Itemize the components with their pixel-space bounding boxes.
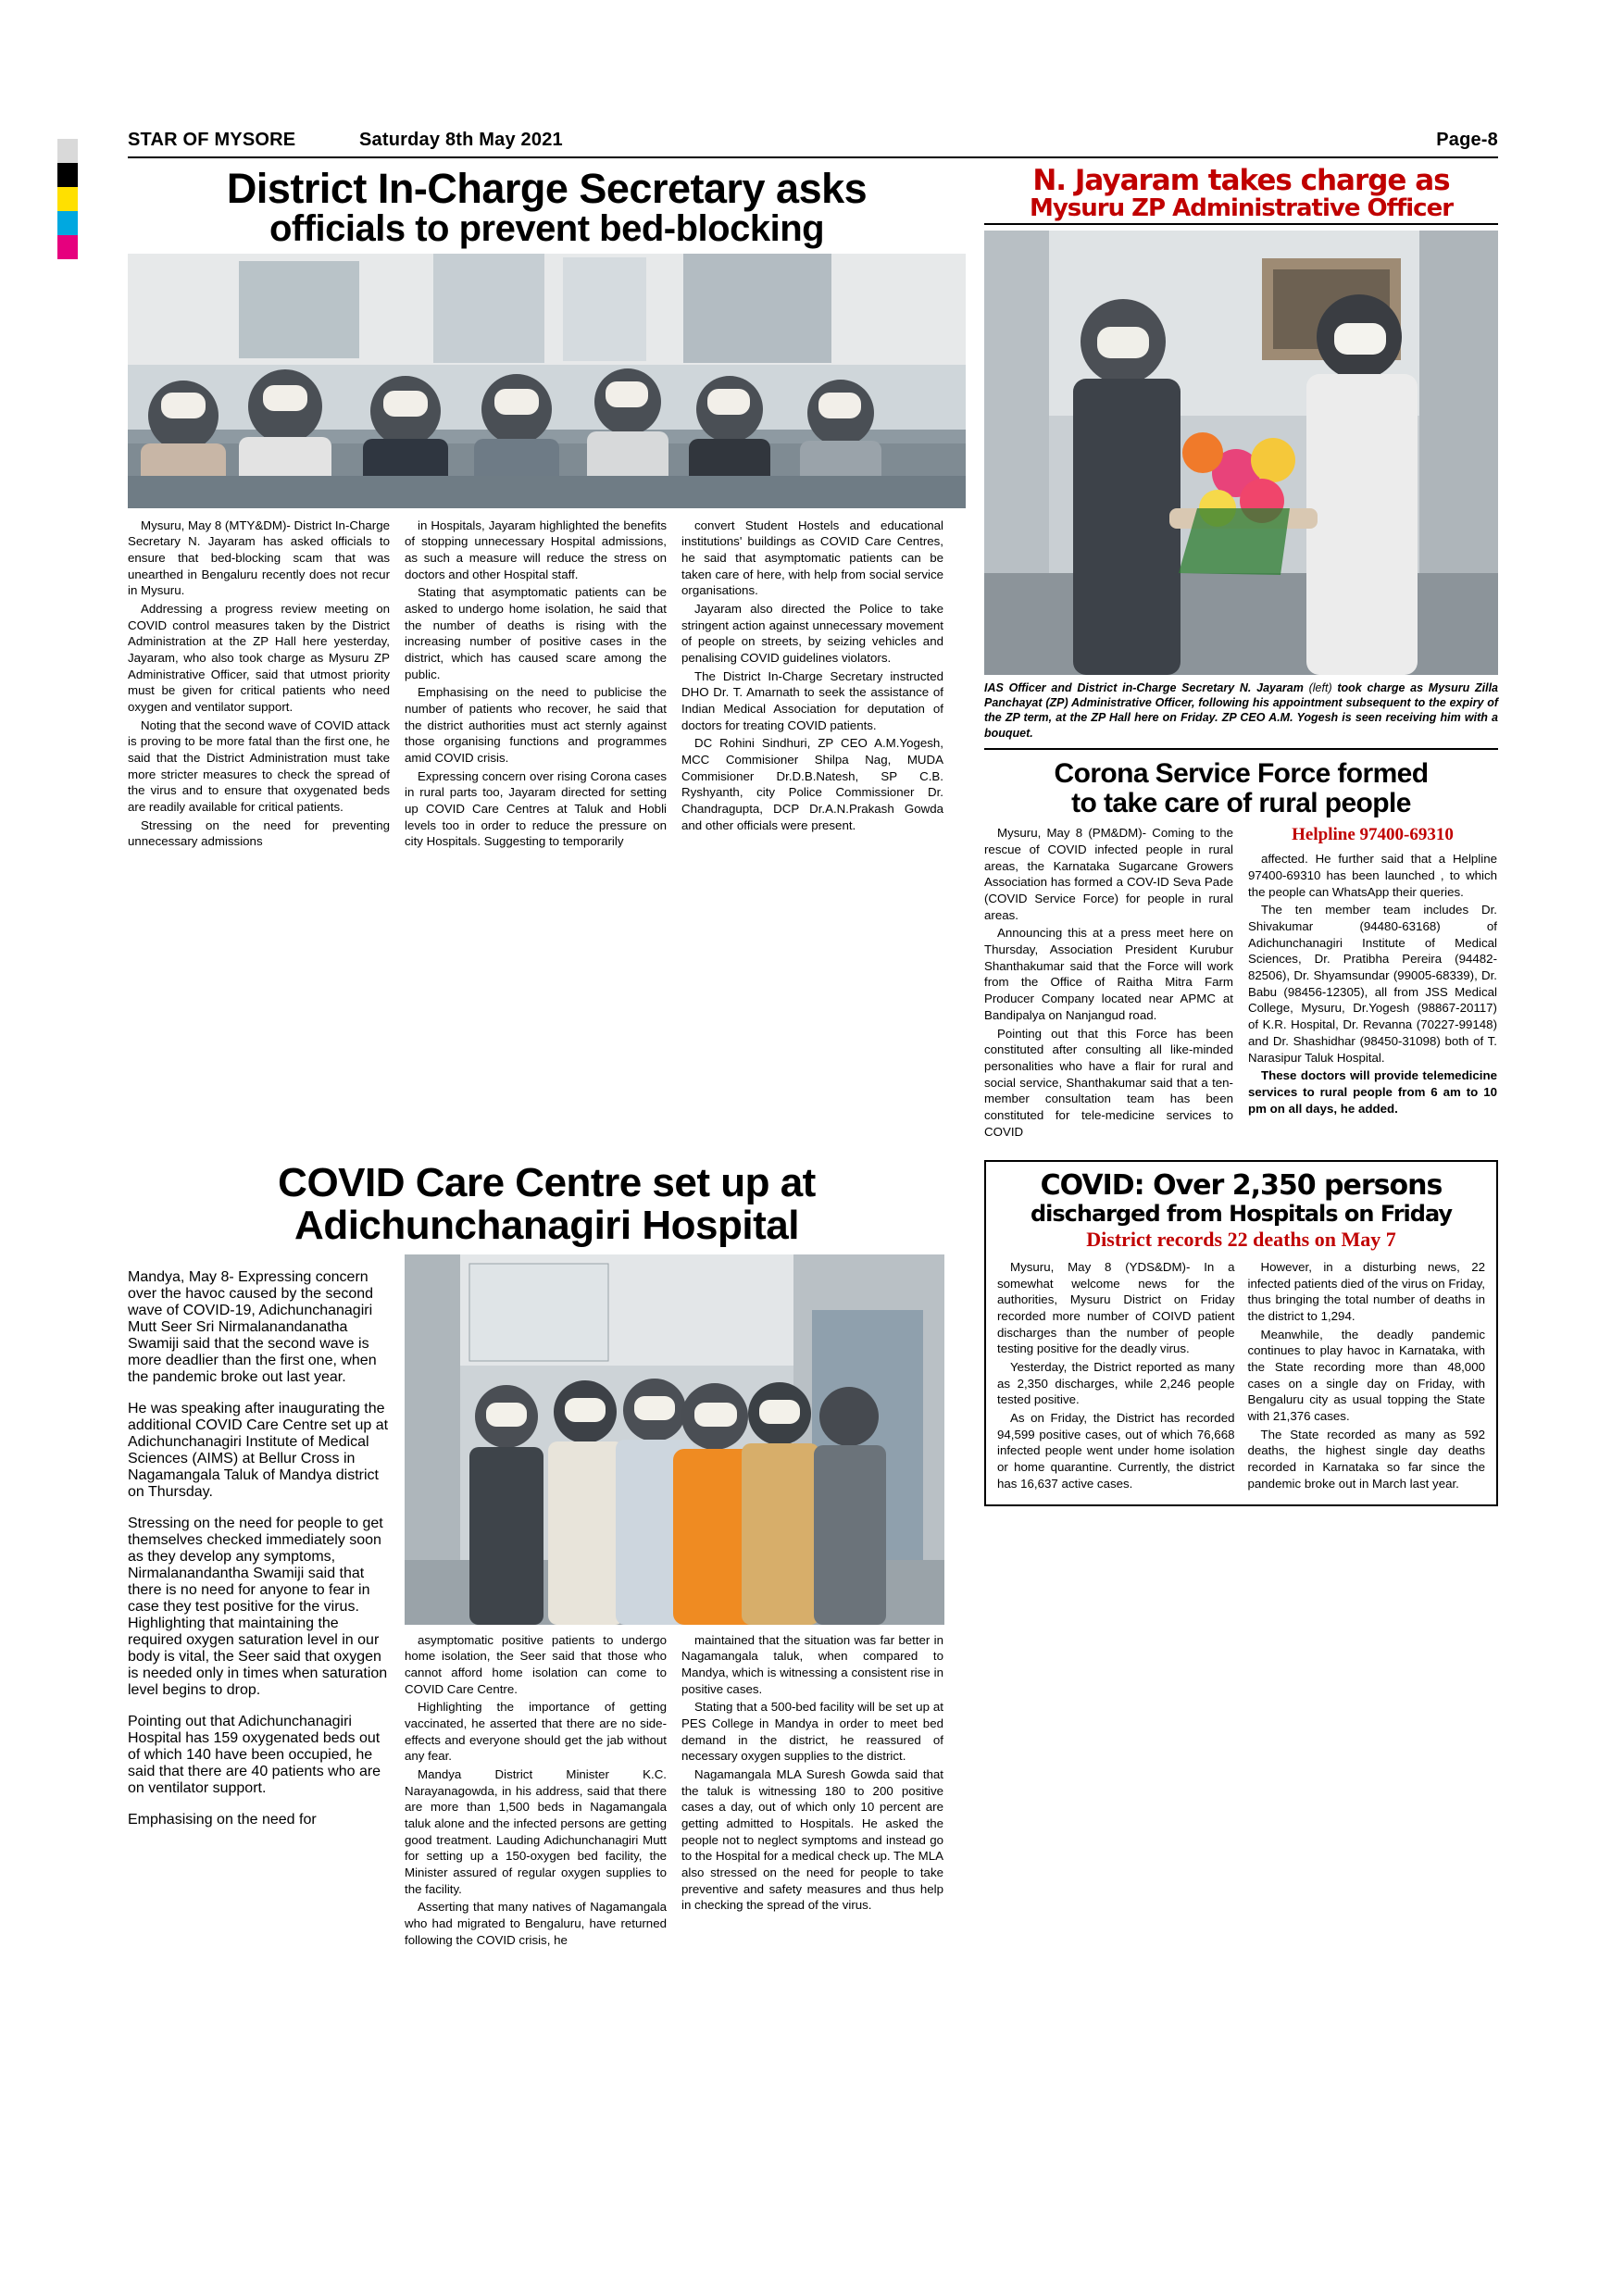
- story1-body: [128, 518, 966, 852]
- paragraph: Stating that a 500-bed facility will be set up at PES College in Mandya in order to meet bed demand in the district, he reassured of necessary oxygen supplies to the district.: [681, 1700, 943, 1764]
- meeting-room-photo-illustration: [128, 254, 966, 508]
- story1-column-3: [681, 518, 943, 852]
- page-content: [128, 130, 1498, 1950]
- story4-photo: [405, 1254, 944, 1625]
- paragraph: Stressing on the need for people to get themselves checked immediately soon as they develop any symptoms, Nirmalanandantha Swamiji said that there is no need for anyone to fear in case they test positive for the virus. Highlighting that maintaining the required oxygen saturation level in our body is vital, the Seer said that oxygen is needed only in times when saturation level begins to drop.: [128, 1515, 388, 1698]
- story1-headline: [128, 165, 966, 249]
- bouquet-handover-photo-illustration: [984, 231, 1498, 675]
- paragraph: As on Friday, the District has recorded 94,599 positive cases, out of which 76,668 infected people went under home isolation or home quarantine. Currently, the district has 16,637 active cases.: [997, 1410, 1235, 1491]
- paragraph: Pointing out that this Force has been constituted after consulting all like-minded personalities who have a flair for rural and social service, Shanthakumar said that a ten-member consultation team has been constituted for tele-medicine services to COVID: [984, 1026, 1233, 1139]
- paragraph-doctors-list: The ten member team includes Dr. Shivakumar (94480-63168) of Adichunchanagiri Institute of Medical Sciences, Dr. Pratibha Pereira (94482-82506), Dr. Shyamsundar (99005-68339), Dr. Babu (98456-12305), all from JSS Medical College, Mysuru, Dr.Yogesh (98867-20117) of K.R. Hospital, Dr. Revanna (70227-99148) and Dr. Shashidhar (98450-31098) both of T. Narasipur Taluk Hospital.: [1248, 903, 1497, 1065]
- story4-headline-line2: Adichunchanagiri Hospital: [294, 1202, 799, 1248]
- story1-column-1: [128, 518, 390, 852]
- story4-column-2: [405, 1632, 667, 1951]
- paragraph: DC Rohini Sindhuri, ZP CEO A.M.Yogesh, MCC Commisioner Shilpa Nag, MUDA Commisioner Dr.D.B.Natesh, SP C.B. Ryshyanth, city Police Commissioner Dr. Chandragupta, DCP Dr.A.N.Prakash Gowda and other officials were present.: [681, 736, 943, 832]
- story4-column-1: [128, 1254, 390, 1951]
- story3-column-1: [984, 825, 1233, 1142]
- paragraph: He was speaking after inaugurating the additional COVID Care Centre set up at Adichunchanagiri Institute of Medical Sciences (AIMS) at Bellur Cross in Nagamangala Taluk of Mandya district on Thursday.: [128, 1400, 389, 1500]
- story5-headline-line2: discharged from Hospitals on Friday: [1030, 1200, 1453, 1227]
- story5-column-1: [997, 1259, 1235, 1493]
- page-number: Page-8: [1436, 130, 1498, 150]
- story3-headline-line2: to take care of rural people: [1071, 787, 1411, 818]
- paragraph: Asserting that many natives of Nagamangala who had migrated to Bengaluru, have returned following the COVID crisis, he: [405, 1900, 667, 1947]
- bottom-section: [128, 1147, 1498, 1950]
- helpline-number: Helpline 97400-69310: [1292, 825, 1454, 845]
- top-section: [128, 158, 1498, 1142]
- story5-body: [997, 1259, 1485, 1493]
- story4-bottom-columns: [405, 1632, 944, 1951]
- masthead: [128, 130, 1498, 158]
- right-column: [984, 158, 1498, 1142]
- paragraph: Stressing on the need for preventing unnecessary admissions: [128, 817, 390, 849]
- paragraph: convert Student Hostels and educational institutions' buildings as COVID Care Centres, he said that asymptomatic patients can be taken care of here, with help from social service organisations.: [681, 518, 943, 598]
- story1-headline-line2: officials to prevent bed-blocking: [269, 207, 825, 249]
- boxed-story-zone: [984, 1147, 1498, 1950]
- story2-headline-line2: Mysuru ZP Administrative Officer: [1029, 193, 1454, 222]
- paragraph: Stating that asymptomatic patients can be asked to undergo home isolation, he said that the number of deaths is rising with the increasing number of positive cases in the district, which has caused scare among the public.: [405, 585, 667, 681]
- caption-part-1: IAS Officer and District in-Charge Secretary N. Jayaram: [984, 680, 1309, 694]
- paragraph: The District In-Charge Secretary instructed DHO Dr. T. Amarnath to seek the assistance of Indian Medical Association for deputation of doctors for treating COVID patients.: [681, 668, 943, 732]
- story5-subhead: District records 22 deaths on May 7: [1086, 1227, 1396, 1251]
- story1-column-2: [405, 518, 667, 852]
- story-covid-discharges-box: [984, 1160, 1498, 1506]
- story2-photo-caption: [984, 680, 1498, 750]
- paragraph: asymptomatic positive patients to undergo home isolation, the Seer said that those who cannot afford home isolation can come to COVID Care Centre.: [405, 1632, 667, 1696]
- paragraph: Expressing concern over rising Corona cases in rural parts too, Jayaram directed for setting up COVID Care Centres at Taluk and Hobli levels too in order to reduce the pressure on city Hospitals. Suggesting to temporarily: [405, 768, 667, 849]
- paragraph: Meanwhile, the deadly pandemic continues to play havoc in Karnataka, with the State recording more than 48,000 cases on a single day on Friday, with Bengaluru city as usual topping the State with 21,376 cases.: [1247, 1327, 1485, 1423]
- paragraph: The State recorded as many as 592 deaths, the highest single day deaths recorded in Karnataka so far since the pandemic broke out in March last year.: [1247, 1427, 1485, 1491]
- paragraph: Pointing out that Adichunchanagiri Hospital has 159 oxygenated beds out of which 140 have been occupied, he said that there are 40 patients who are on ventilator support.: [128, 1713, 381, 1796]
- story3-body: [984, 825, 1498, 1142]
- paragraph: Emphasising on the need for: [128, 1811, 317, 1828]
- hospital-inauguration-photo-illustration: [405, 1254, 944, 1625]
- story2-headline-line1: N. Jayaram takes charge as: [1032, 164, 1450, 197]
- story-bed-blocking: [128, 158, 966, 1142]
- paragraph: Mandya District Minister K.C. Narayanagowda, in his address, said that there are more than 1,500 beds in Nagamangala taluk alone and the infected persons are getting good treatment. Lauding Adichunchanagiri Mutt for setting up a 150-oxygen bed facility, the Minister assured of regular oxygen supplies to the facility.: [405, 1767, 667, 1896]
- paragraph: Yesterday, the District reported as many as 2,350 discharges, while 2,246 people tested positive.: [997, 1359, 1235, 1407]
- publication-name: STAR OF MYSORE: [128, 130, 296, 150]
- paragraph: Noting that the second wave of COVID attack is proving to be more fatal than the first one, he said that the District Administration must take more stricter measures to check the spread of the virus and to ensure that oxygenated beds are readily available for critical patients.: [128, 718, 390, 815]
- story-covid-care-centre: [128, 1147, 966, 1950]
- story4-right-block: [405, 1254, 944, 1951]
- caption-part-left: (left): [1308, 680, 1332, 694]
- story4-headline: [128, 1162, 966, 1247]
- paragraph: maintained that the situation was far better in Nagamangala taluk, when compared to Mandya, which is witnessing a consistent rise in positive cases.: [681, 1632, 943, 1696]
- story3-headline: [984, 759, 1498, 818]
- story5-headline-line1: COVID: Over 2,350 persons: [1040, 1169, 1443, 1203]
- paragraph: Emphasising on the need to publicise the number of patients who recover, he said that the district authorities must act sternly against those organising functions and programmes amid COVID crisis.: [405, 685, 667, 766]
- paragraph: Nagamangala MLA Suresh Gowda said that the taluk is witnessing 180 to 200 positive cases a day, out of which only 10 percent are getting admitted to Hospitals. He asked the people not to neglect symptoms and instead go to the Hospital for a medical check up. The MLA also stressed on the need for people to take preventive and safety measures and thus help in checking the spread of the virus.: [681, 1767, 943, 1913]
- story2-photo: [984, 231, 1498, 675]
- story1-photo: [128, 254, 966, 508]
- story1-headline-line1: District In-Charge Secretary asks: [226, 165, 868, 212]
- caption-part-2: took charge as Mysuru Zilla Panchayat (ZP) Administrative Officer, following his appointment subsequent to the expiry of the ZP term, at the ZP Hall here on Friday. ZP CEO A.M. Yogesh is seen receiving him with a bouquet.: [984, 680, 1498, 740]
- paragraph: Mandya, May 8- Expressing concern over the havoc caused by the second wave of COVID-19, Adichunchanagiri Mutt Seer Sri Nirmalanandanatha Swamiji said that the second wave is more deadlier than the first one, when the pandemic broke out last year.: [128, 1268, 377, 1385]
- registration-marks-top: [57, 139, 78, 259]
- paragraph: Mysuru, May 8 (PM&DM)- Coming to the rescue of COVID infected people in rural areas, the Karnataka Sugarcane Growers Association has formed a COV-ID Seva Pade (COVID Service Force) for people in rural areas.: [984, 826, 1233, 922]
- paragraph: affected. He further said that a Helpline 97400-69310 has been launched , to which the people can WhatsApp their queries.: [1248, 852, 1497, 899]
- story3-column-2: [1248, 825, 1497, 1142]
- paragraph: in Hospitals, Jayaram highlighted the benefits of stopping unnecessary Hospital admissions, as such a measure will reduce the stress on doctors and other Hospital staff.: [405, 518, 667, 581]
- publication-date: Saturday 8th May 2021: [359, 130, 563, 150]
- paragraph-telemedicine-note: These doctors will provide telemedicine services to rural people from 6 am to 10 pm on all days, he added.: [1248, 1068, 1497, 1116]
- paragraph: Announcing this at a press meet here on Thursday, Association President Kurubur Shanthakumar said that the Force will work from the Office of Raitha Mitra Farm Producer Company located near APMC at Bandipalya on Nanjangud road.: [984, 926, 1233, 1022]
- story4-body: [128, 1254, 966, 1951]
- story5-column-2: [1248, 1259, 1486, 1493]
- story2-headline: [984, 166, 1498, 221]
- paragraph: Addressing a progress review meeting on COVID control measures taken by the District Administration at the ZP Hall here yesterday, Jayaram, who also took charge as Mysuru ZP Administrative Officer, said that utmost priority must be given for critical patients who need oxygen and ventilator support.: [128, 602, 390, 715]
- paragraph: However, in a disturbing news, 22 infected patients died of the virus on Friday, thus bringing the total number of deaths in the district to 1,294.: [1247, 1259, 1485, 1323]
- paragraph: Mysuru, May 8 (MTY&DM)- District In-Charge Secretary N. Jayaram has asked officials to ensure that bed-blocking scam that was unearthed in Bengaluru recently does not recur in Mysuru.: [128, 518, 390, 598]
- paragraph: Jayaram also directed the Police to take stringent action against unnecessary movement of people on streets, by seizing vehicles and penalising COVID guidelines violators.: [681, 602, 943, 666]
- story4-headline-line1: COVID Care Centre set up at: [278, 1160, 816, 1206]
- story3-headline-line1: Corona Service Force formed: [1054, 757, 1429, 789]
- story4-column-3: [681, 1632, 943, 1951]
- paragraph: Mysuru, May 8 (YDS&DM)- In a somewhat welcome news for the authorities, Mysuru District on Friday recorded more number of COIVD patient discharges than the number of people testing positive for the deadly virus.: [997, 1259, 1235, 1356]
- paragraph: Highlighting the importance of getting vaccinated, he asserted that there are no side-effects and everyone should get the jab without any fear.: [405, 1700, 667, 1764]
